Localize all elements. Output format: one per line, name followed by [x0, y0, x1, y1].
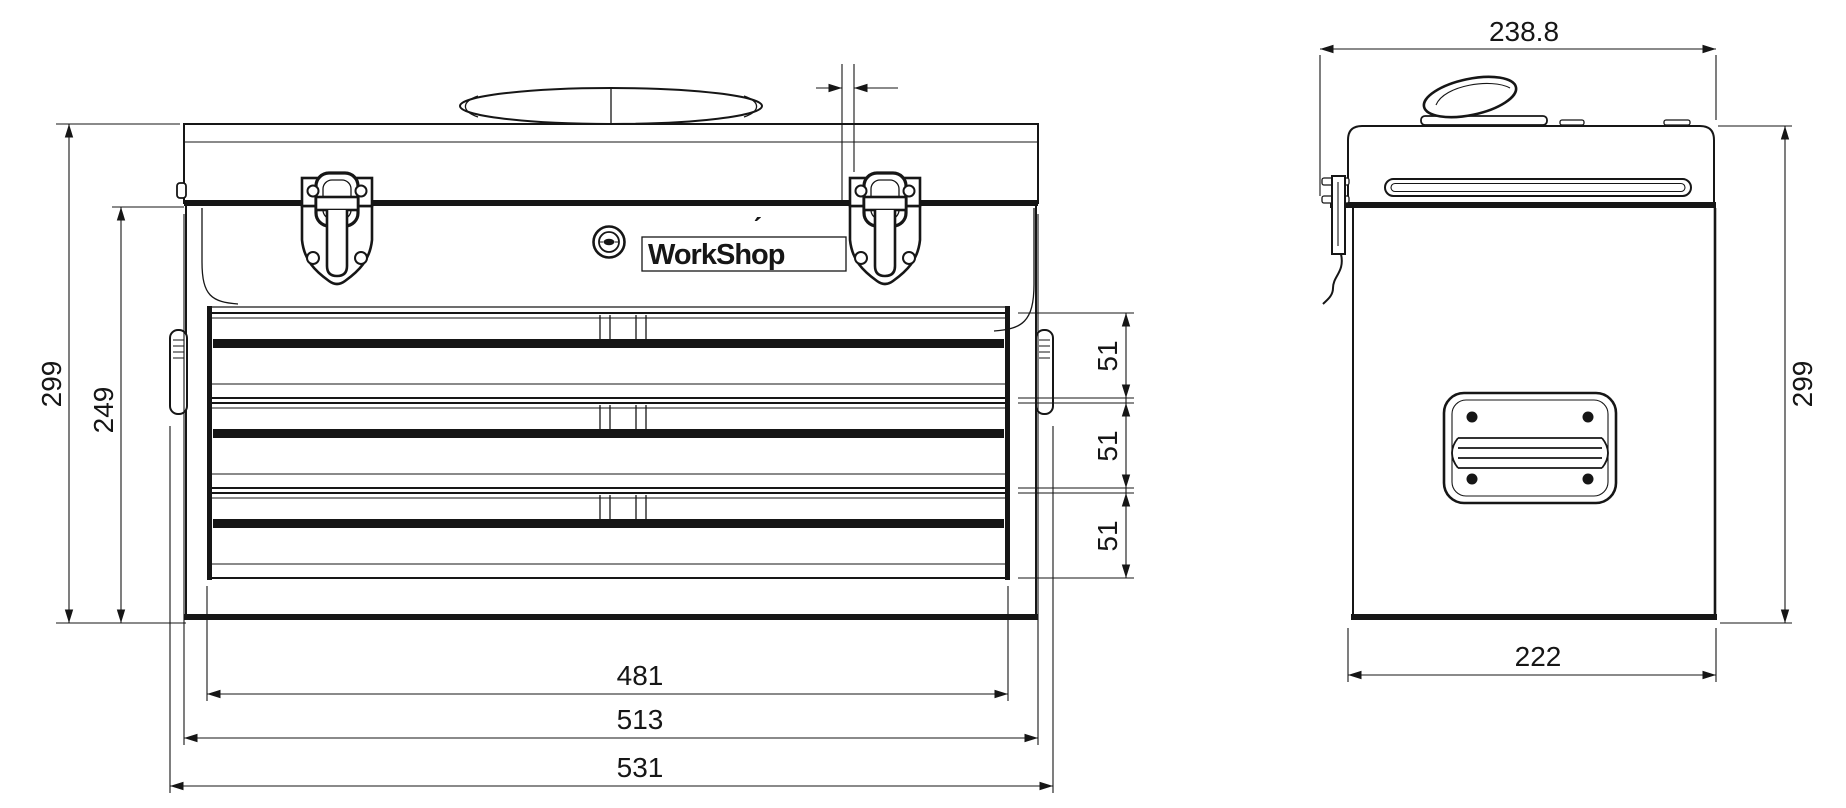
brand-logo	[642, 213, 846, 271]
side-face-handle	[1444, 393, 1616, 503]
latch-side	[1322, 176, 1349, 304]
dim-text-51-3: 51	[1092, 520, 1123, 552]
lid-side	[1348, 126, 1714, 203]
right-latch	[850, 173, 920, 284]
drawer-2	[212, 403, 1005, 488]
dim-text-249: 249	[88, 386, 119, 434]
left-latch	[302, 173, 372, 284]
key-lock	[594, 227, 625, 258]
front-dimensions	[36, 124, 1134, 793]
dim-text-299-front: 299	[36, 360, 67, 408]
dim-body-depth	[1348, 628, 1716, 682]
side-dimensions	[1320, 16, 1818, 682]
front-view	[170, 64, 1053, 620]
dim-text-238.8: 238.8	[1488, 16, 1560, 47]
side-view	[1322, 70, 1717, 620]
dim-lid-width	[184, 214, 1038, 745]
dim-text-531: 531	[616, 752, 664, 783]
top-handle-side	[1420, 70, 1690, 125]
brand-logo-accent: ˊ	[753, 213, 762, 245]
drawer-1	[212, 313, 1005, 398]
lid-seam-side	[1330, 202, 1716, 208]
dim-text-222: 222	[1514, 641, 1562, 672]
drawer-stack	[207, 306, 1010, 580]
dim-overall-height-front	[36, 124, 186, 623]
brand-logo-text: WorkShop	[648, 239, 785, 271]
body-front	[184, 206, 1038, 620]
dim-text-299-side: 299	[1787, 360, 1818, 408]
dim-text-481: 481	[616, 660, 664, 691]
dim-text-51-1: 51	[1092, 340, 1123, 372]
dim-text-513: 513	[616, 704, 664, 735]
dim-overall-height-side	[1718, 126, 1818, 623]
drawer-3	[207, 493, 1010, 578]
top-handle-front	[460, 88, 762, 124]
dim-drawer-width	[207, 586, 1008, 701]
dim-text-51-2: 51	[1092, 430, 1123, 462]
